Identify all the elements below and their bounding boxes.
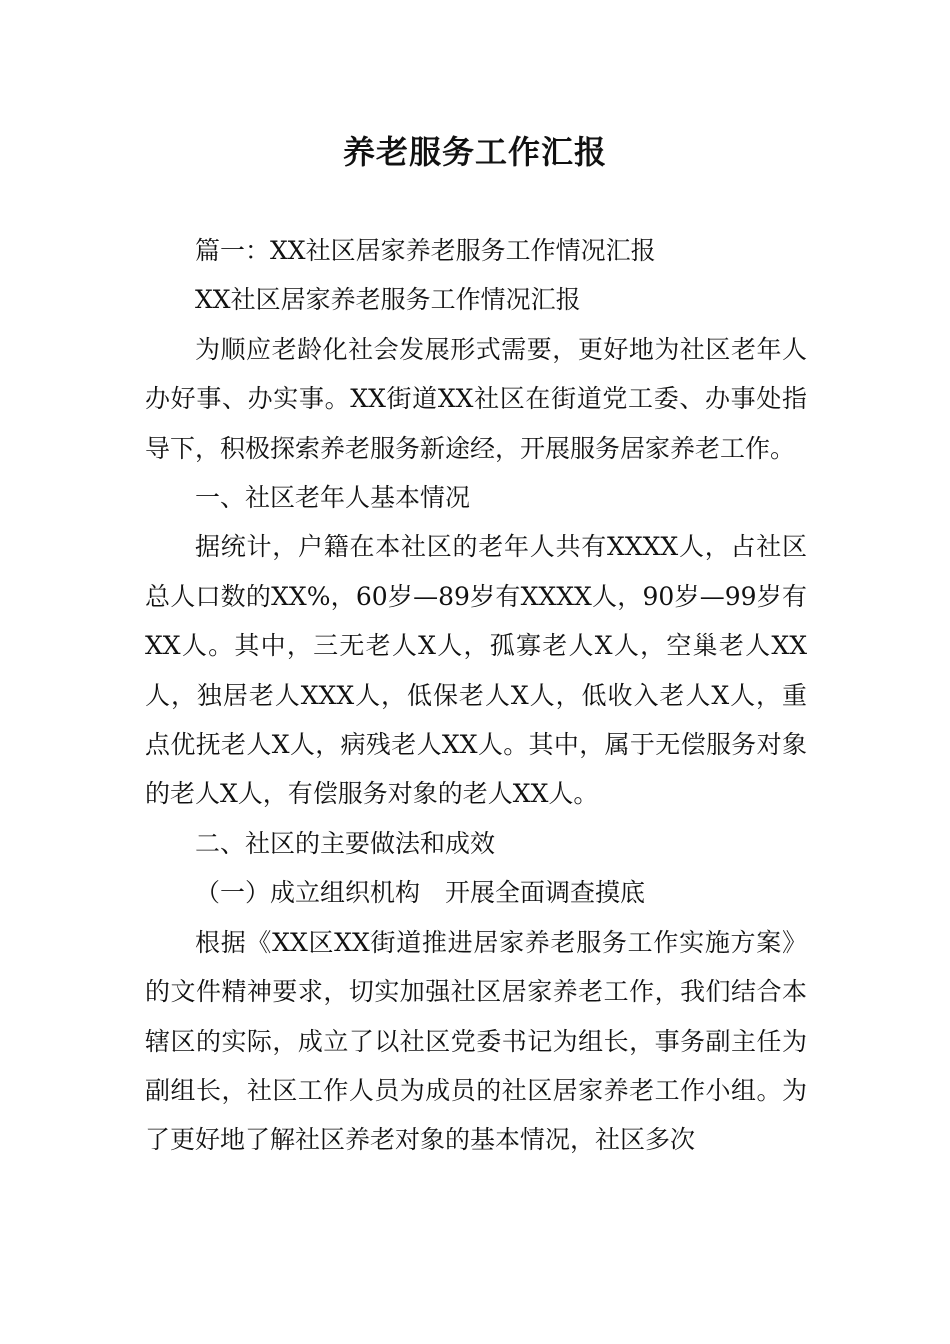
paragraph-section-header: 篇一：XX社区居家养老服务工作情况汇报 bbox=[195, 236, 656, 265]
paragraph-intro: 为顺应老龄化社会发展形式需要，更好地为社区老年人办好事、办实事。XX街道XX社区在街道党工委、办事处指导下，积极探索养老服务新途经，开展服务居家养老工作。 bbox=[145, 334, 807, 463]
document-title: 养老服务工作汇报 bbox=[342, 133, 607, 171]
heading-basic-situation: 一、社区老年人基本情况 bbox=[195, 483, 471, 513]
paragraph-statistics: 据统计，户籍在本社区的老年人共有XXXX人，占社区总人口数的XX%，60岁—89岁有XXXX人，90岁—99岁有XX人。其中，三无老人X人，孤寡老人X人，空巢老人XX人，独居老人XXX人，低保老人X人，低收入老人X人，重点优抚老人X人，病残老人XX人。其中，属于无偿服务对象的老人X人，有偿服务对象的老人XX人。 bbox=[145, 532, 807, 809]
paragraph-organization: 根据《XX区XX街道推进居家养老服务工作实施方案》的文件精神要求，切实加强社区居家养老工作，我们结合本辖区的实际，成立了以社区党委书记为组长，事务副主任为副组长，社区工作人员为成员的社区居家养老工作小组。为了更好地了解社区养老对象的基本情况，社区多次 bbox=[145, 927, 807, 1155]
heading-main-practices: 二、社区的主要做法和成效 bbox=[195, 828, 496, 858]
document-body bbox=[145, 226, 807, 1165]
paragraph-subtitle: XX社区居家养老服务工作情况汇报 bbox=[195, 285, 581, 315]
heading-organization: （一）成立组织机构 开展全面调查摸底 bbox=[195, 878, 646, 908]
